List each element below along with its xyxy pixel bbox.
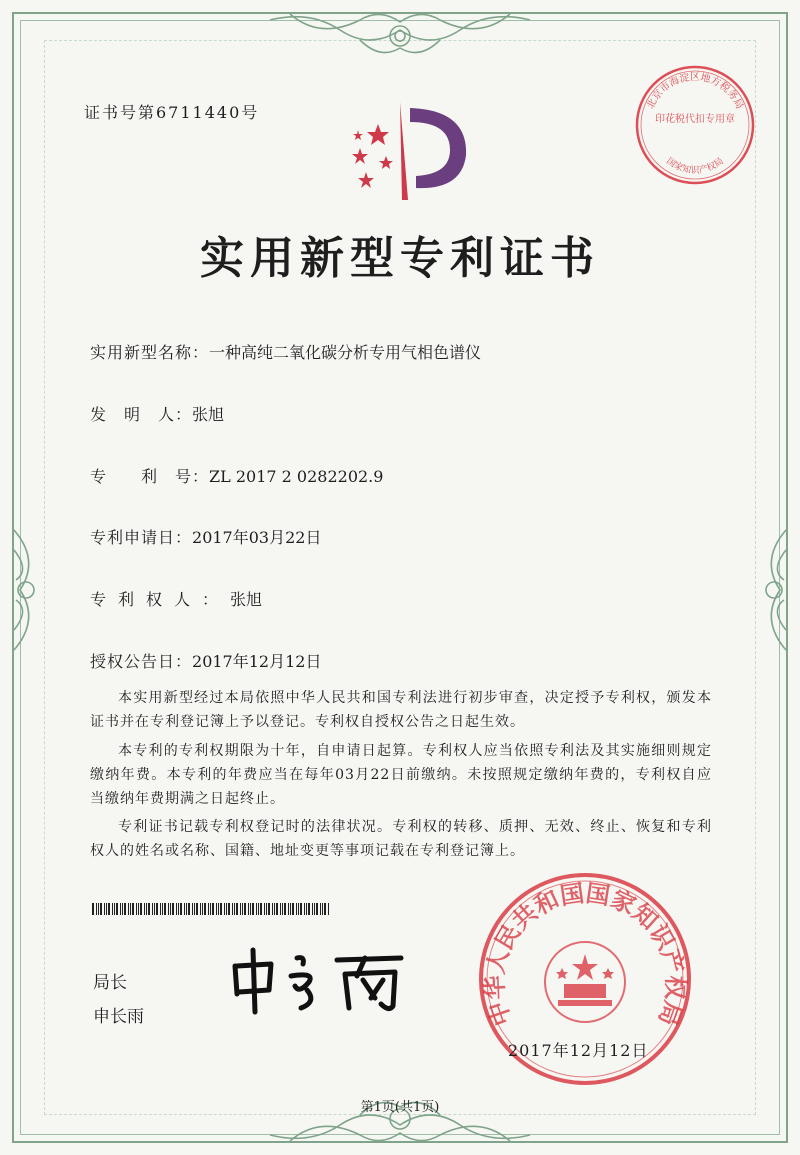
field-patentee	[90, 587, 262, 610]
barcode-bar	[308, 903, 310, 915]
stamp-ring-text: 北京市海淀区地方税务局	[645, 72, 745, 111]
barcode-bar	[180, 903, 182, 915]
field-label: 发 明 人：	[90, 405, 193, 424]
barcode-bar	[184, 903, 185, 915]
field-label: 授权公告日：	[90, 652, 193, 671]
barcode-bar	[196, 903, 198, 915]
barcode-bar	[300, 903, 302, 915]
barcode-bar	[250, 903, 251, 915]
barcode-bar	[292, 903, 294, 915]
barcode-bar	[168, 903, 169, 915]
barcode-bar	[192, 903, 193, 915]
barcode-bar	[152, 903, 153, 915]
barcode-bar	[282, 903, 283, 915]
barcode-bar	[280, 903, 281, 915]
page-title: 实用新型专利证书	[200, 233, 600, 284]
barcode-bar	[216, 903, 217, 915]
barcode-bar	[322, 903, 323, 915]
barcode-bar	[324, 903, 326, 915]
certificate-number: 证书号第6711440号	[84, 103, 260, 122]
left-ornament-icon	[0, 520, 50, 660]
barcode-bar	[218, 903, 219, 915]
field-value: 2017年12月12日	[192, 652, 322, 671]
barcode-bar	[116, 903, 118, 915]
stamp-center-text: 印花税代扣专用章	[655, 114, 735, 125]
barcode-bar	[256, 903, 257, 915]
field-value: 一种高纯二氧化碳分析专用气相色谱仪	[209, 343, 482, 362]
barcode-bar	[274, 903, 275, 915]
field-value: ZL 2017 2 0282202.9	[209, 467, 384, 486]
field-label: 实用新型名称：	[90, 343, 210, 362]
barcode-bar	[298, 903, 299, 915]
barcode-bar	[304, 903, 305, 915]
field-label: 专 利 号：	[90, 467, 210, 486]
barcode-bar	[228, 903, 230, 915]
field-application-date	[90, 525, 321, 548]
barcode-bar	[272, 903, 273, 915]
barcode-bar	[258, 903, 259, 915]
barcode-bar	[130, 903, 131, 915]
barcode-bar	[266, 903, 267, 915]
barcode-bar	[154, 903, 155, 915]
barcode-bar	[244, 903, 246, 915]
barcode-bar	[162, 903, 163, 915]
barcode-bar	[132, 903, 134, 915]
barcode-bar	[202, 903, 203, 915]
field-inventor	[90, 402, 224, 425]
barcode-bar	[288, 903, 289, 915]
svg-text:国家知识产权局	[664, 156, 725, 176]
barcode-bar	[148, 903, 150, 915]
barcode-bar	[276, 903, 278, 915]
barcode-bar	[284, 903, 286, 915]
barcode-bar	[260, 903, 262, 915]
field-patent-number	[90, 464, 383, 487]
barcode-bar	[122, 903, 123, 915]
cnipa-logo-icon	[338, 100, 478, 210]
barcode-icon	[92, 903, 329, 915]
field-value: 张旭	[230, 590, 263, 609]
barcode-bar	[108, 903, 110, 915]
barcode-bar	[144, 903, 145, 915]
barcode-bar	[146, 903, 147, 915]
barcode-bar	[112, 903, 113, 915]
barcode-bar	[212, 903, 214, 915]
right-ornament-icon	[750, 520, 800, 660]
barcode-bar	[104, 903, 105, 915]
barcode-bar	[114, 903, 115, 915]
barcode-bar	[224, 903, 225, 915]
barcode-bar	[226, 903, 227, 915]
barcode-bar	[236, 903, 238, 915]
barcode-bar	[210, 903, 211, 915]
body-paragraph: 本实用新型经过本局依照中华人民共和国专利法进行初步审查，决定授予专利权，颁发本证书并在专利登记簿上予以登记。专利权自授权公告之日起生效。	[90, 690, 712, 730]
barcode-bar	[242, 903, 243, 915]
barcode-bar	[178, 903, 179, 915]
barcode-bar	[306, 903, 307, 915]
seal-ring-text: 中华人民共和国国家知识产权局	[480, 879, 690, 1030]
field-value: 2017年03月22日	[192, 528, 322, 547]
barcode-bar	[100, 903, 102, 915]
barcode-bar	[194, 903, 195, 915]
barcode-bar	[172, 903, 174, 915]
barcode-bar	[164, 903, 166, 915]
barcode-bar	[170, 903, 171, 915]
body-paragraph: 本专利的专利权期限为十年，自申请日起算。专利权人应当依照专利法及其实施细则规定缴纳年费。本专利的年费应当在每年03月22日前缴纳。未按照规定缴纳年费的，专利权自应当缴纳年费期满之日起终止。	[90, 743, 712, 807]
barcode-bar	[124, 903, 126, 915]
barcode-bar	[320, 903, 321, 915]
barcode-bar	[232, 903, 233, 915]
signatory-name: 申长雨	[93, 1007, 144, 1027]
barcode-bar	[186, 903, 187, 915]
seal-date: 2017年12月12日	[508, 1041, 649, 1060]
field-label: 专利权人：	[90, 590, 231, 609]
barcode-bar	[296, 903, 297, 915]
field-label: 专利申请日：	[90, 528, 193, 547]
barcode-bar	[204, 903, 206, 915]
barcode-bar	[98, 903, 99, 915]
barcode-bar	[156, 903, 158, 915]
barcode-bar	[234, 903, 235, 915]
svg-text:北京市海淀区地方税务局	[644, 70, 745, 111]
barcode-bar	[136, 903, 137, 915]
barcode-bar	[290, 903, 291, 915]
barcode-bar	[314, 903, 315, 915]
page-number: 第1页(共1页)	[360, 1100, 440, 1115]
barcode-bar	[328, 903, 329, 915]
barcode-bar	[188, 903, 190, 915]
handwritten-signature-icon	[225, 946, 425, 1016]
barcode-bar	[220, 903, 222, 915]
barcode-bar	[208, 903, 209, 915]
barcode-bar	[138, 903, 139, 915]
barcode-bar	[120, 903, 121, 915]
top-ornament-icon	[260, 0, 540, 70]
barcode-bar	[176, 903, 177, 915]
barcode-bar	[96, 903, 97, 915]
barcode-bar	[316, 903, 318, 915]
field-utility-model-name	[90, 340, 481, 363]
barcode-bar	[200, 903, 201, 915]
barcode-bar	[252, 903, 254, 915]
barcode-bar	[268, 903, 270, 915]
field-value: 张旭	[192, 405, 225, 424]
signatory-title: 局长	[93, 973, 127, 993]
body-paragraph: 专利证书记载专利权登记时的法律状况。专利权的转移、质押、无效、终止、恢复和专利权人的姓名或名称、国籍、地址变更等事项记载在专利登记簿上。	[90, 819, 712, 859]
barcode-bar	[140, 903, 142, 915]
barcode-bar	[128, 903, 129, 915]
stamp-bottom-text: 国家知识产权局	[664, 156, 726, 176]
tax-stamp-icon	[630, 60, 760, 190]
barcode-bar	[264, 903, 265, 915]
field-grant-date	[90, 649, 321, 672]
barcode-bar	[160, 903, 161, 915]
barcode-bar	[106, 903, 107, 915]
barcode-bar	[248, 903, 249, 915]
barcode-bar	[312, 903, 313, 915]
barcode-bar	[92, 903, 94, 915]
barcode-bar	[240, 903, 241, 915]
